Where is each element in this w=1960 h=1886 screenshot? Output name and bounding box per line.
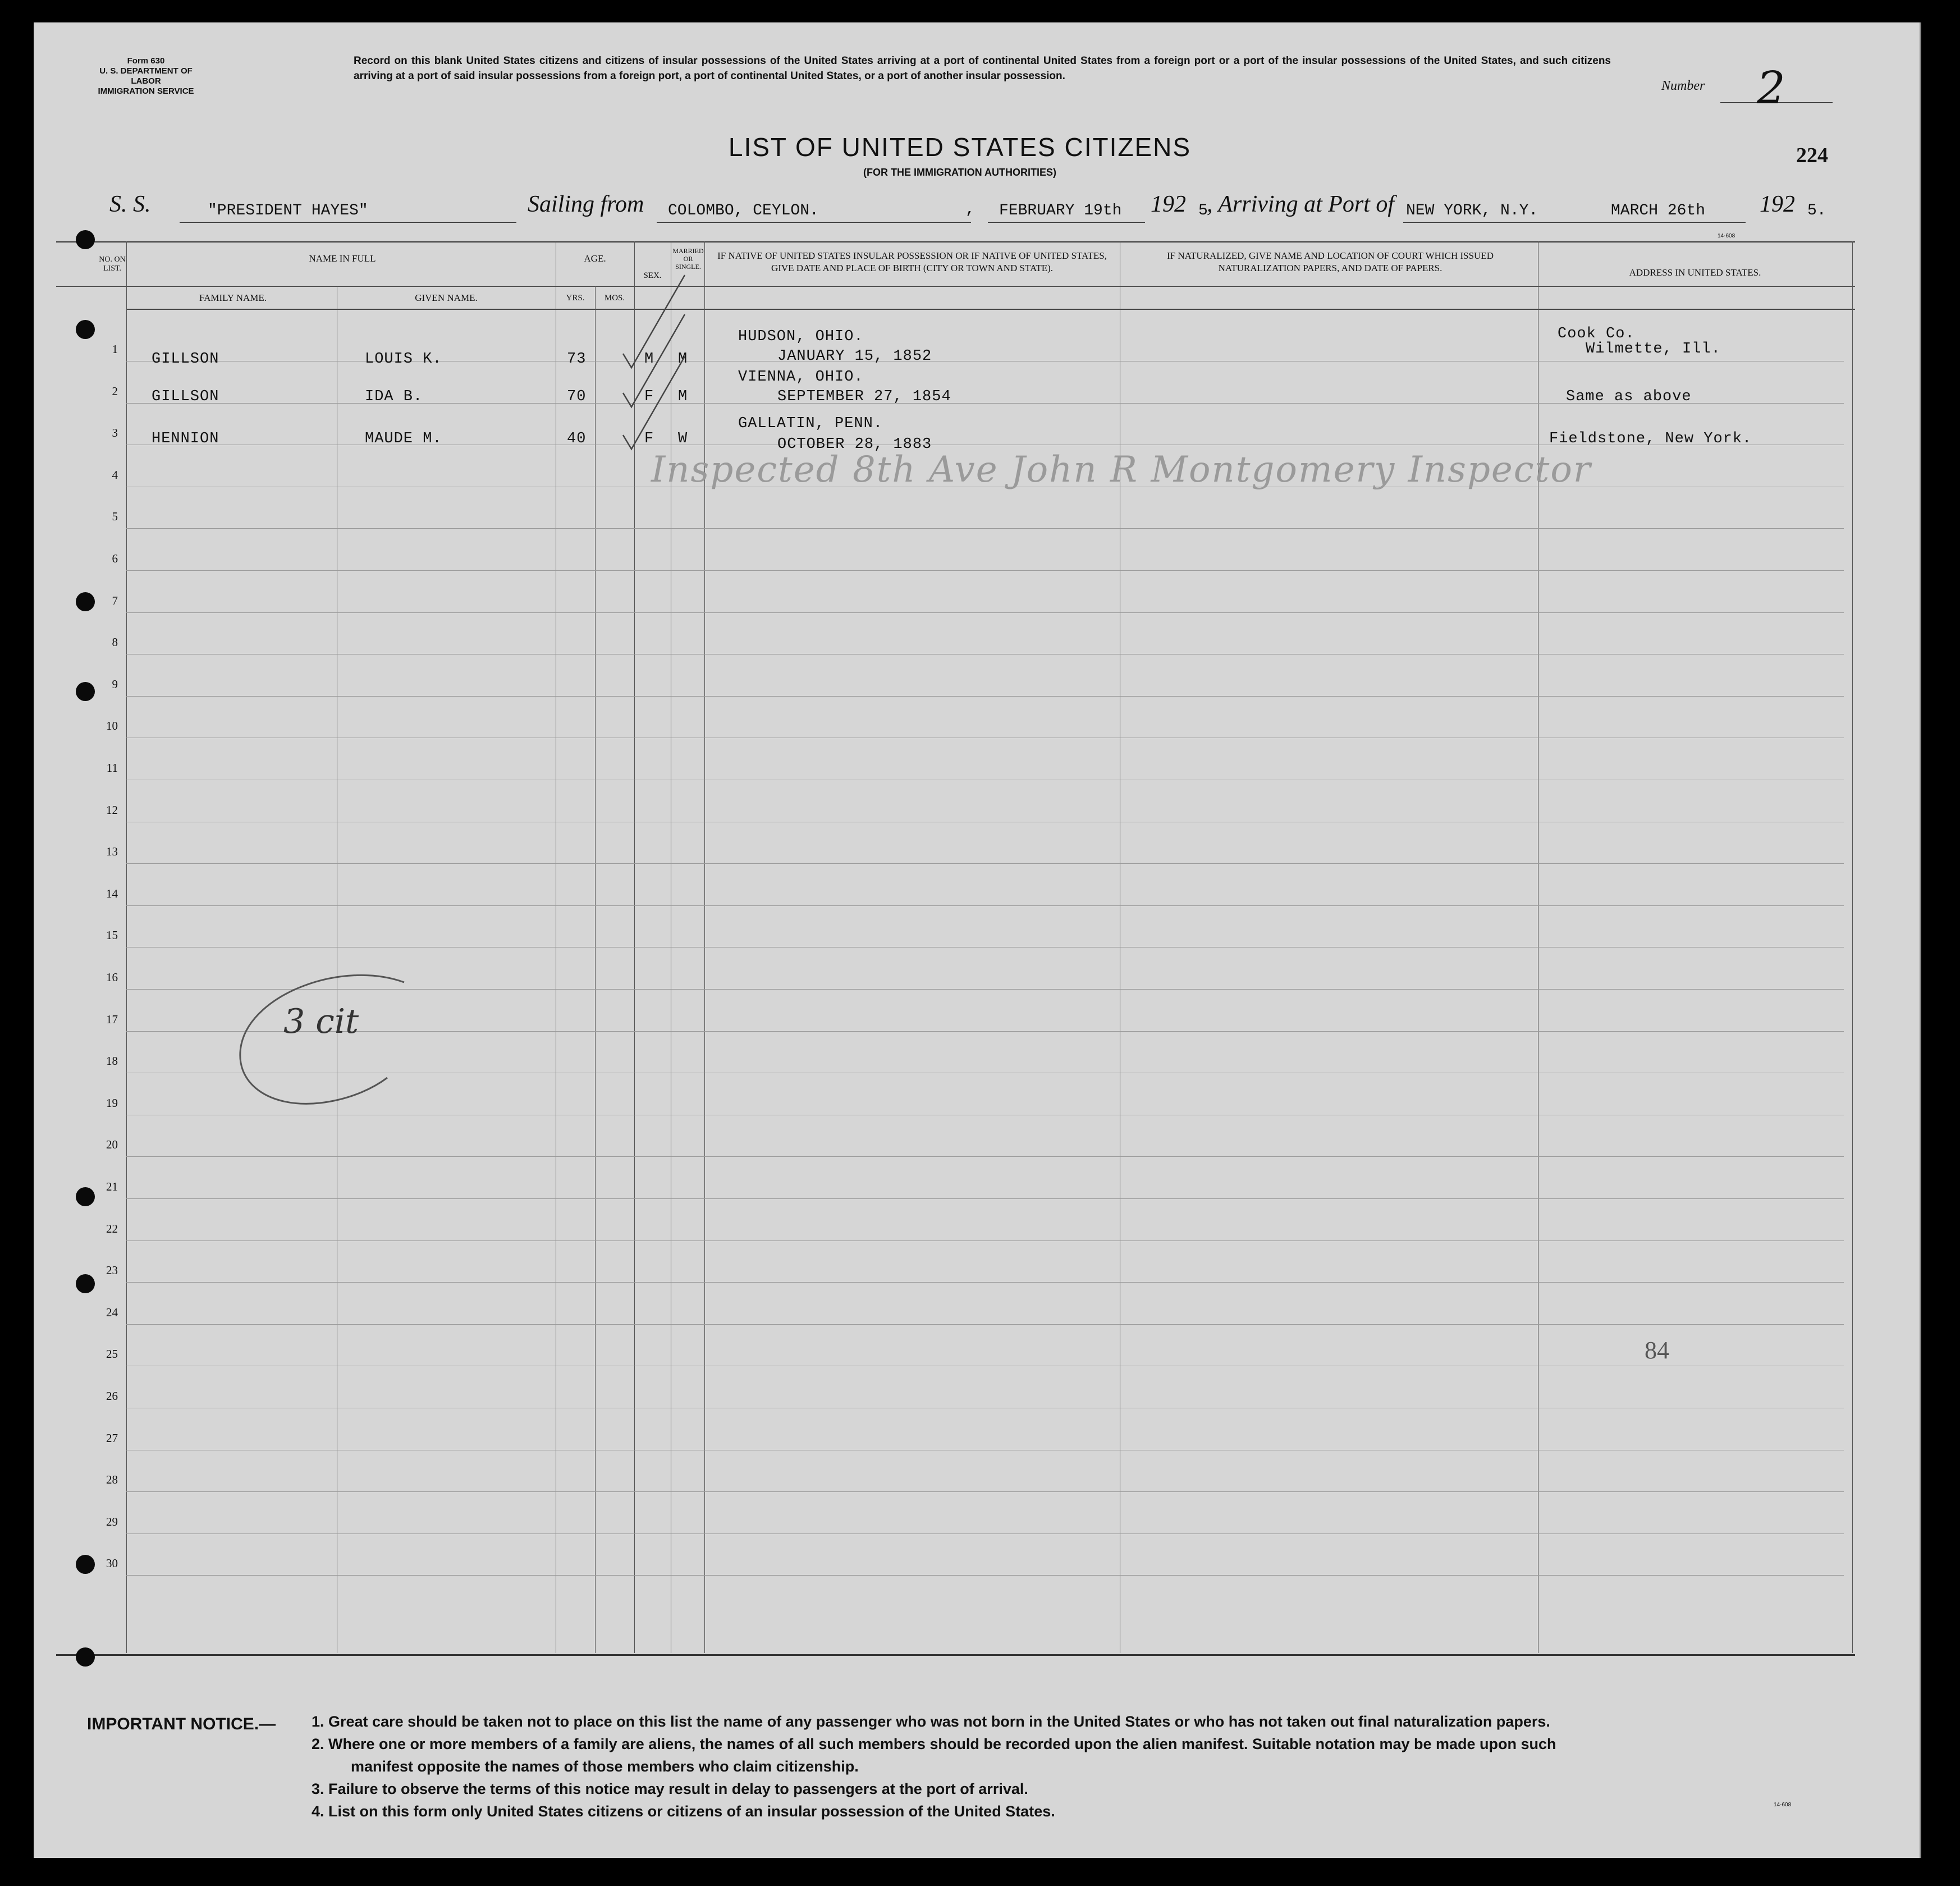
header-sex: SEX.: [643, 271, 662, 280]
page-title: LIST OF UNITED STATES CITIZENS: [728, 132, 1192, 162]
from-underline: [657, 222, 971, 223]
arrival-port: NEW YORK, N.Y.: [1406, 202, 1538, 219]
row-number: 15: [106, 928, 118, 942]
row-number: 7: [112, 594, 118, 607]
row-number: 3: [112, 426, 118, 440]
row2-birth-place: VIENNA, OHIO.: [738, 369, 864, 386]
header-bottom-rule: [126, 309, 1855, 310]
sailing-label: Sailing from: [528, 191, 644, 217]
page-subtitle: (FOR THE IMMIGRATION AUTHORITIES): [863, 167, 1056, 178]
ss-label: S. S.: [109, 191, 151, 217]
col-divider-yrs: [595, 286, 596, 1653]
row-number: 9: [112, 678, 118, 691]
punch-hole: [76, 1187, 95, 1206]
circled-note-loop: [219, 960, 455, 1139]
row-number: 14: [106, 887, 118, 900]
sail-date-underline: [988, 222, 1145, 223]
sail-date-prefix: ,: [965, 201, 975, 218]
header-no-on-list: NO. ON LIST.: [99, 255, 126, 273]
row-rule: [126, 1575, 1844, 1576]
row1-given: LOUIS K.: [365, 351, 442, 368]
row2-yrs: 70: [567, 388, 587, 405]
row1-address-1: Cook Co.: [1558, 326, 1635, 342]
notice-item-3: 3. Failure to observe the terms of this notice may result in delay to passengers at the port of arrival.: [312, 1780, 1028, 1797]
arrive-date: MARCH 26th: [1611, 202, 1706, 219]
header-family-name: FAMILY NAME.: [199, 292, 267, 303]
punch-hole: [76, 320, 95, 339]
sail-year-digit: 5: [1198, 202, 1208, 219]
row1-yrs: 73: [567, 351, 587, 368]
punch-hole: [76, 1555, 95, 1574]
header-married-single: MARRIED OR SINGLE.: [672, 247, 704, 271]
row2-address-1: Same as above: [1566, 388, 1692, 405]
row3-address-1: Fieldstone, New York.: [1549, 431, 1752, 447]
row-number: 28: [106, 1473, 118, 1486]
row-rule: [126, 1491, 1844, 1492]
number-label: Number: [1661, 79, 1705, 93]
header-given-name: GIVEN NAME.: [415, 292, 478, 303]
row3-sex: F: [644, 431, 654, 447]
row-rule: [126, 1533, 1844, 1534]
row-number: 19: [106, 1096, 118, 1110]
notice-item-4: 4. List on this form only United States citizens or citizens of an insular possession of the United States.: [312, 1803, 1055, 1820]
punch-hole: [76, 230, 95, 249]
header-birth: IF NATIVE OF UNITED STATES INSULAR POSSESSION OR IF NATIVE OF UNITED STATES, GIVE DATE AND PLACE OF BIRTH (CITY OR TOWN AND STATE).: [717, 250, 1107, 273]
row-number: 11: [106, 761, 118, 775]
punch-hole: [76, 1274, 95, 1293]
punch-hole: [76, 1647, 95, 1667]
punch-hole: [76, 592, 95, 611]
sail-year-prefix: 192: [1151, 191, 1186, 217]
check-mark-1: [623, 275, 685, 368]
row2-family: GILLSON: [152, 388, 219, 405]
row-rule: [126, 528, 1844, 529]
row-number: 16: [106, 971, 118, 984]
row3-yrs: 40: [567, 431, 587, 447]
row1-birth-date: JANUARY 15, 1852: [777, 348, 932, 365]
row-number: 6: [112, 552, 118, 565]
row2-marital: M: [678, 388, 688, 405]
row1-address-2: Wilmette, Ill.: [1586, 341, 1721, 358]
header-yrs: YRS.: [566, 294, 585, 303]
notice-item-2a: 2. Where one or more members of a family are aliens, the names of all such members should be recorded upon the alien manifest. Suitable notation may be made upon such: [312, 1736, 1556, 1752]
row-number: 27: [106, 1431, 118, 1445]
row-number: 12: [106, 803, 118, 817]
row-rule: [126, 1156, 1844, 1157]
col-divider-address: [1852, 241, 1853, 1653]
row2-sex: F: [644, 388, 654, 405]
intro-text: Record on this blank United States citizens and citizens of insular possessions of the United States arriving at a port of continental United States from a foreign port or a port of the insular possessions of the United States, and such citizens arriving at a port of said insular possessions from a foreign port, a port of continental United States, or a port of another insular possession.: [354, 55, 1611, 82]
row-rule: [126, 570, 1844, 571]
row-number: 24: [106, 1306, 118, 1319]
row-number: 21: [106, 1180, 118, 1193]
circled-note: 3 cit: [283, 1002, 359, 1041]
row-rule: [126, 1282, 1844, 1283]
notice-heading: IMPORTANT NOTICE.—: [87, 1715, 276, 1733]
row-number: 25: [106, 1347, 118, 1361]
row-number: 20: [106, 1138, 118, 1151]
punch-hole: [76, 682, 95, 701]
sail-date: FEBRUARY 19th: [999, 202, 1122, 219]
header-rule: [56, 286, 1855, 287]
notice-item-1: 1. Great care should be taken not to place on this list the name of any passenger who was not born in the United States or who has not taken out final naturalization papers.: [312, 1713, 1550, 1730]
row-number: 23: [106, 1264, 118, 1277]
check-mark-3: [623, 356, 685, 449]
row-rule: [126, 905, 1844, 906]
row2-given: IDA B.: [365, 388, 423, 405]
notice-item-2b: manifest opposite the names of those members who claim citizenship.: [351, 1758, 859, 1775]
header-address: ADDRESS IN UNITED STATES.: [1629, 267, 1761, 278]
header-age: AGE.: [584, 253, 606, 264]
check-marks: [617, 264, 718, 466]
row-rule: [126, 1324, 1844, 1325]
department: U. S. DEPARTMENT OF LABOR: [99, 66, 193, 86]
page-stamp: 224: [1796, 144, 1828, 167]
row3-given: MAUDE M.: [365, 431, 442, 447]
row-rule: [126, 1240, 1844, 1241]
row3-family: HENNION: [152, 431, 219, 447]
row-number: 5: [112, 510, 118, 523]
row3-marital: W: [678, 431, 688, 447]
ship-name: "PRESIDENT HAYES": [208, 202, 368, 219]
arrive-year-digit: 5.: [1807, 202, 1826, 219]
arrive-year-prefix: 192: [1760, 191, 1795, 217]
row1-sex: M: [644, 351, 654, 368]
row-number: 30: [106, 1557, 118, 1570]
row1-family: GILLSON: [152, 351, 219, 368]
sailing-from: COLOMBO, CEYLON.: [668, 202, 819, 219]
row-number: 18: [106, 1054, 118, 1068]
row-rule: [126, 612, 1844, 613]
row-number: 26: [106, 1389, 118, 1403]
row3-birth-date: OCTOBER 28, 1883: [777, 436, 932, 453]
arrive-date-underline: [1600, 222, 1746, 223]
inspector-signature: Inspected 8th Ave John R Montgomery Inspector: [651, 449, 1592, 491]
arriving-label: , Arriving at Port of: [1207, 191, 1395, 217]
row-number: 13: [106, 845, 118, 858]
header-naturalized: IF NATURALIZED, GIVE NAME AND LOCATION OF COURT WHICH ISSUED NATURALIZATION PAPERS, AND DATE OF PAPERS.: [1166, 250, 1494, 273]
row1-birth-place: HUDSON, OHIO.: [738, 328, 864, 345]
row-rule: [126, 696, 1844, 697]
row-number: 10: [106, 719, 118, 733]
small-code-top: 14-608: [1718, 233, 1735, 239]
row-number: 17: [106, 1013, 118, 1026]
header-mos: MOS.: [604, 294, 625, 303]
margin-number: 84: [1645, 1336, 1669, 1364]
row-number: 2: [112, 384, 118, 398]
row-number: 1: [112, 342, 118, 356]
row-number: 4: [112, 468, 118, 482]
small-code-bottom: 14-608: [1774, 1802, 1792, 1808]
form-sheet: [34, 22, 1921, 1858]
service: IMMIGRATION SERVICE: [98, 86, 194, 96]
row3-birth-place: GALLATIN, PENN.: [738, 415, 883, 432]
row-number: 29: [106, 1515, 118, 1528]
row2-birth-date: SEPTEMBER 27, 1854: [777, 388, 951, 405]
row-number: 22: [106, 1222, 118, 1235]
form-number: Form 630: [127, 56, 165, 66]
ship-underline: [180, 222, 516, 223]
row1-marital: M: [678, 351, 688, 368]
form-id-block: [90, 56, 202, 97]
row-rule: [126, 863, 1844, 864]
row-number: 8: [112, 635, 118, 649]
header-name-in-full: NAME IN FULL: [309, 253, 376, 264]
number-value: 2: [1757, 62, 1785, 114]
row-rule: [126, 1198, 1844, 1199]
